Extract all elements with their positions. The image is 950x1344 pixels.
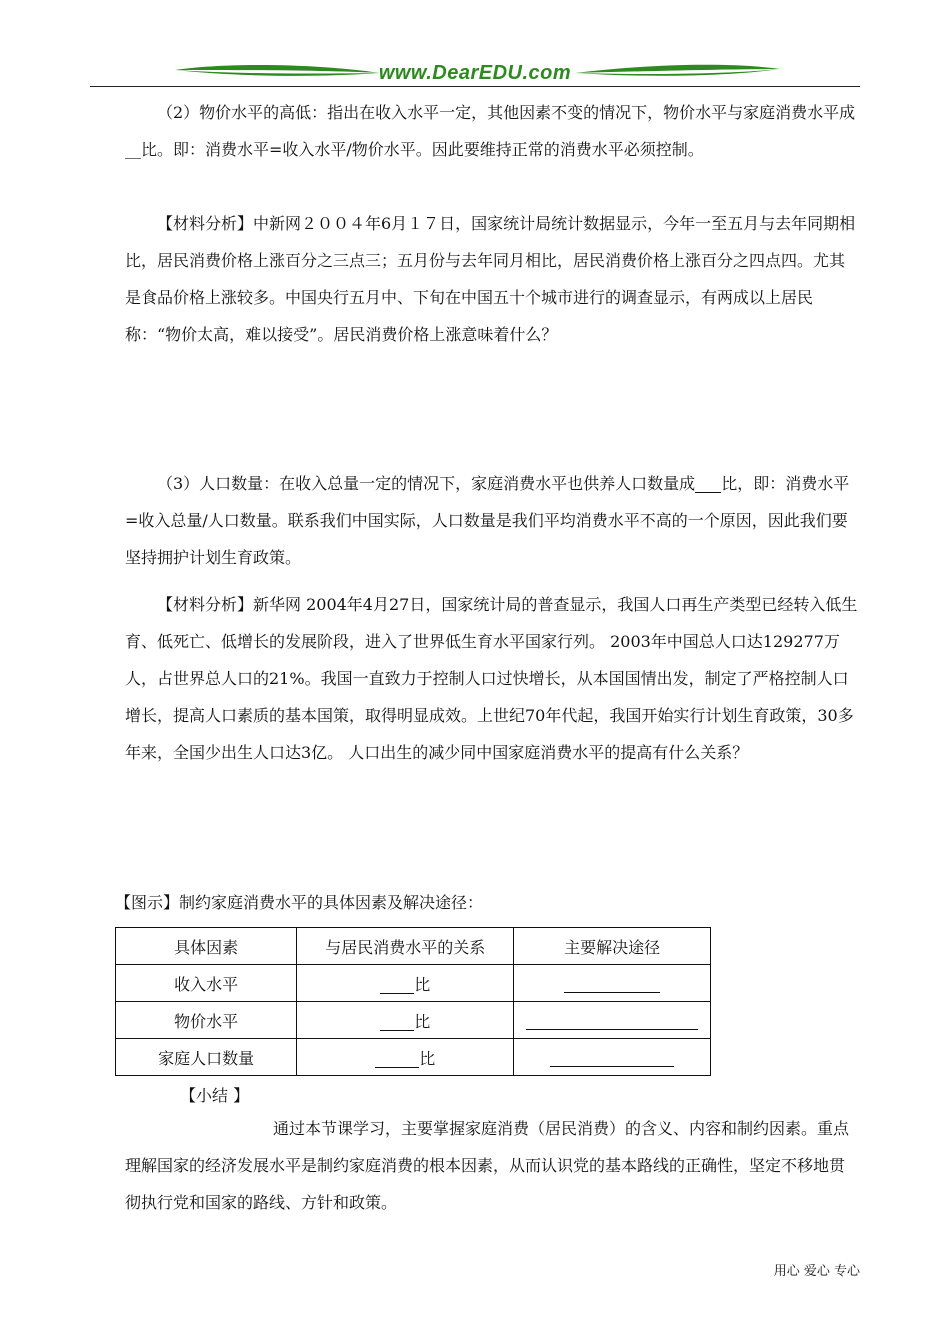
relation-label: 比 [414,974,431,994]
paragraph-price-level: （2）物价水平的高低：指出在收入水平一定，其他因素不变的情况下，物价水平与家庭消费水平成__比。即：消费水平=收入水平/物价水平。因此要维持正常的消费水平必须控制。 [125,103,856,159]
site-logo[interactable]: www.DearEDU.com [378,62,572,84]
factor-cell: 物价水平 [116,1002,297,1039]
relation-blank[interactable] [375,1049,419,1068]
summary-label: 【小结 】 [180,1086,250,1105]
solution-blank[interactable] [526,1011,698,1030]
solution-cell [514,1002,711,1039]
solution-blank[interactable] [564,974,660,993]
table-row [116,1002,711,1039]
diagram-title: 【图示】制约家庭消费水平的具体因素及解决途径： [115,893,484,912]
solution-cell [514,1039,711,1076]
solution-blank[interactable] [550,1048,674,1067]
relation-label: 比 [419,1048,436,1068]
paragraph-material-analysis-2: 【材料分析】新华网 2004年4月27日，国家统计局的普查显示，我国人口再生产类型已经转入低生育、低死亡、低增长的发展阶段，进入了世界低生育水平国家行列。 2003年中国总人口达129277万人，占世界总人口的21%。我国一直致力于控制人口过快增长，从本国国情出发，制定了严格控制人口增长，提高人口素质的基本国策，取得明显成效。上世纪70年代起，我国开始实行计划生育政策，30多年来，全国少出生人口达3亿。 人口出生的减少同中国家庭消费水平的提高有什么关系？ [125,595,858,762]
table-header-cell: 主要解决途径 [514,928,711,965]
header-divider [90,86,860,87]
table-header-cell: 具体因素 [116,928,297,965]
page-header [90,60,860,90]
population-text-before: （3）人口数量：在收入总量一定的情况下，家庭消费水平也供养人口数量成 [157,474,696,493]
relation-blank[interactable] [380,975,414,994]
factor-cell: 家庭人口数量 [116,1039,297,1076]
table-header-row [116,928,711,965]
summary-paragraph: 通过本节课学习，主要掌握家庭消费（居民消费）的含义、内容和制约因素。重点理解国家的经济发展水平是制约家庭消费的根本因素，从而认识党的基本路线的正确性，坚定不移地贯彻执行党和国家的路线、方针和政策。 [125,1119,850,1212]
solution-cell [514,965,711,1002]
relation-blank[interactable] [380,1012,414,1031]
population-text-after: 比，即：消费水平=收入总量/人口数量。联系我们中国实际，人口数量是我们平均消费水平不高的一个原因，因此我们要坚持拥护计划生育政策。 [125,474,850,567]
paragraph-population [125,465,860,576]
factors-table [115,927,711,1076]
relation-cell [297,1002,514,1039]
table-header-cell: 与居民消费水平的关系 [297,928,514,965]
relation-label: 比 [414,1011,431,1031]
factor-cell: 收入水平 [116,965,297,1002]
relation-cell [297,965,514,1002]
table-row [116,1039,711,1076]
relation-cell [297,1039,514,1076]
paragraph-material-analysis-1: 【材料分析】中新网２００４年6月１７日，国家统计局统计数据显示，今年一至五月与去年同期相比，居民消费价格上涨百分之三点三；五月份与去年同月相比，居民消费价格上涨百分之四点四。尤其是食品价格上涨较多。中国央行五月中、下旬在中国五十个城市进行的调查显示，有两成以上居民称：“物价太高，难以接受”。居民消费价格上涨意味着什么？ [125,214,856,344]
footer-slogan: 用心 爱心 专心 [773,1264,860,1279]
table-row [116,965,711,1002]
fill-blank[interactable] [695,474,721,493]
